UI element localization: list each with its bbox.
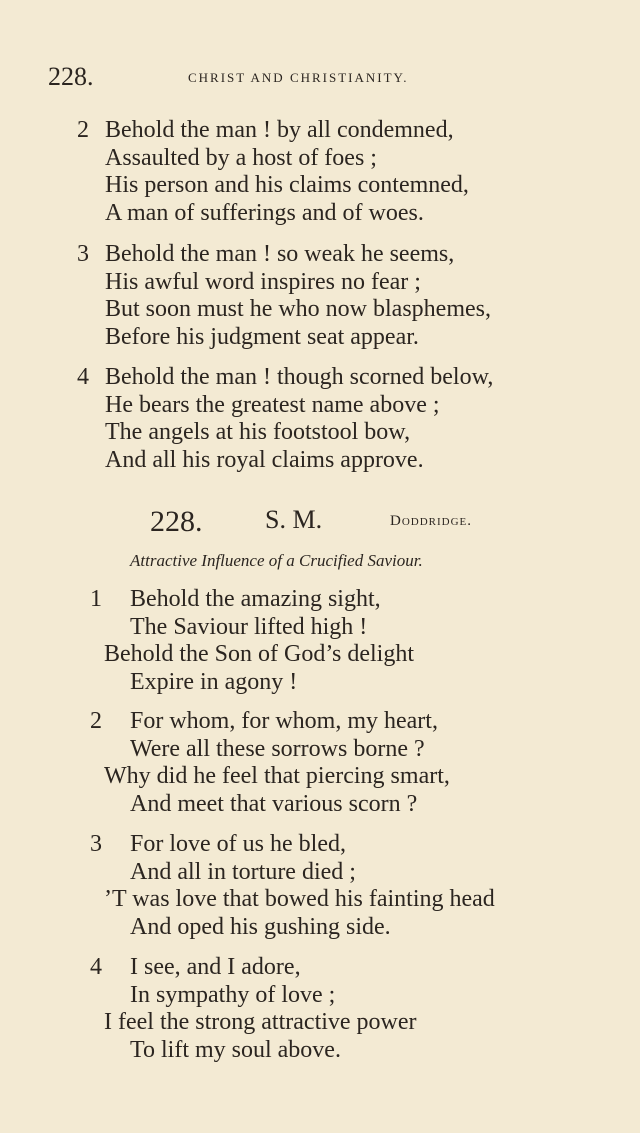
verse-line: His awful word inspires no fear ;	[105, 268, 421, 295]
stanza-number: 1	[90, 586, 102, 612]
stanza-number: 3	[90, 831, 102, 857]
verse-line: And all in torture died ;	[130, 858, 356, 885]
hymn-header	[150, 505, 570, 545]
verse-line: For whom, for whom, my heart,	[130, 708, 438, 734]
hymn-stanza-3	[90, 831, 495, 941]
verse-line: Were all these sorrows borne ?	[130, 735, 425, 762]
verse-line: I see, and I adore,	[130, 954, 301, 980]
verse-line: Before his judgment seat appear.	[105, 323, 419, 350]
hymn-stanza-2	[90, 708, 450, 818]
hymn-stanza-1	[90, 586, 414, 696]
prev-stanza-4	[77, 364, 494, 474]
verse-line: To lift my soul above.	[130, 1036, 341, 1063]
stanza-number: 3	[77, 241, 89, 267]
verse-line: And oped his gushing side.	[130, 913, 391, 940]
verse-line: The angels at his footstool bow,	[105, 419, 411, 445]
verse-line: A man of sufferings and of woes.	[105, 199, 424, 226]
running-head: CHRIST AND CHRISTIANITY.	[188, 70, 409, 85]
verse-line: I feel the strong attractive power	[104, 1009, 417, 1035]
stanza-number: 2	[90, 708, 102, 734]
page-header	[48, 62, 608, 92]
stanza-number: 2	[77, 117, 89, 143]
prev-stanza-3	[77, 241, 491, 351]
hymn-stanza-4	[90, 954, 417, 1064]
prev-stanza-2	[77, 117, 469, 227]
hymn-number: 228.	[150, 505, 203, 538]
stanza-number: 4	[90, 954, 102, 980]
verse-line: Why did he feel that piercing smart,	[104, 763, 450, 789]
stanza-number: 4	[77, 364, 89, 390]
verse-line: Assaulted by a host of foes ;	[105, 144, 377, 171]
verse-line: Behold the man ! though scorned below,	[105, 364, 494, 390]
verse-line: Expire in agony !	[130, 668, 298, 695]
hymn-title: Attractive Influence of a Crucified Saviour.	[130, 551, 423, 570]
verse-line: And meet that various scorn ?	[130, 790, 418, 817]
hymn-author: Doddridge.	[390, 513, 473, 529]
verse-line: For love of us he bled,	[130, 831, 346, 857]
verse-line: ’T was love that bowed his fainting head	[104, 886, 495, 912]
verse-line: He bears the greatest name above ;	[105, 391, 440, 418]
verse-line: In sympathy of love ;	[130, 981, 336, 1008]
verse-line: Behold the man ! by all condemned,	[105, 117, 454, 143]
verse-line: The Saviour lifted high !	[130, 613, 368, 640]
verse-line: His person and his claims contemned,	[105, 172, 469, 198]
verse-line: Behold the amazing sight,	[130, 586, 381, 612]
verse-line: Behold the man ! so weak he seems,	[105, 241, 455, 267]
verse-line: Behold the Son of God’s delight	[104, 641, 414, 667]
verse-line: And all his royal claims approve.	[105, 446, 424, 473]
page-number: 228.	[48, 62, 94, 91]
verse-line: But soon must he who now blasphemes,	[105, 296, 491, 322]
hymn-meter: S. M.	[265, 505, 323, 534]
